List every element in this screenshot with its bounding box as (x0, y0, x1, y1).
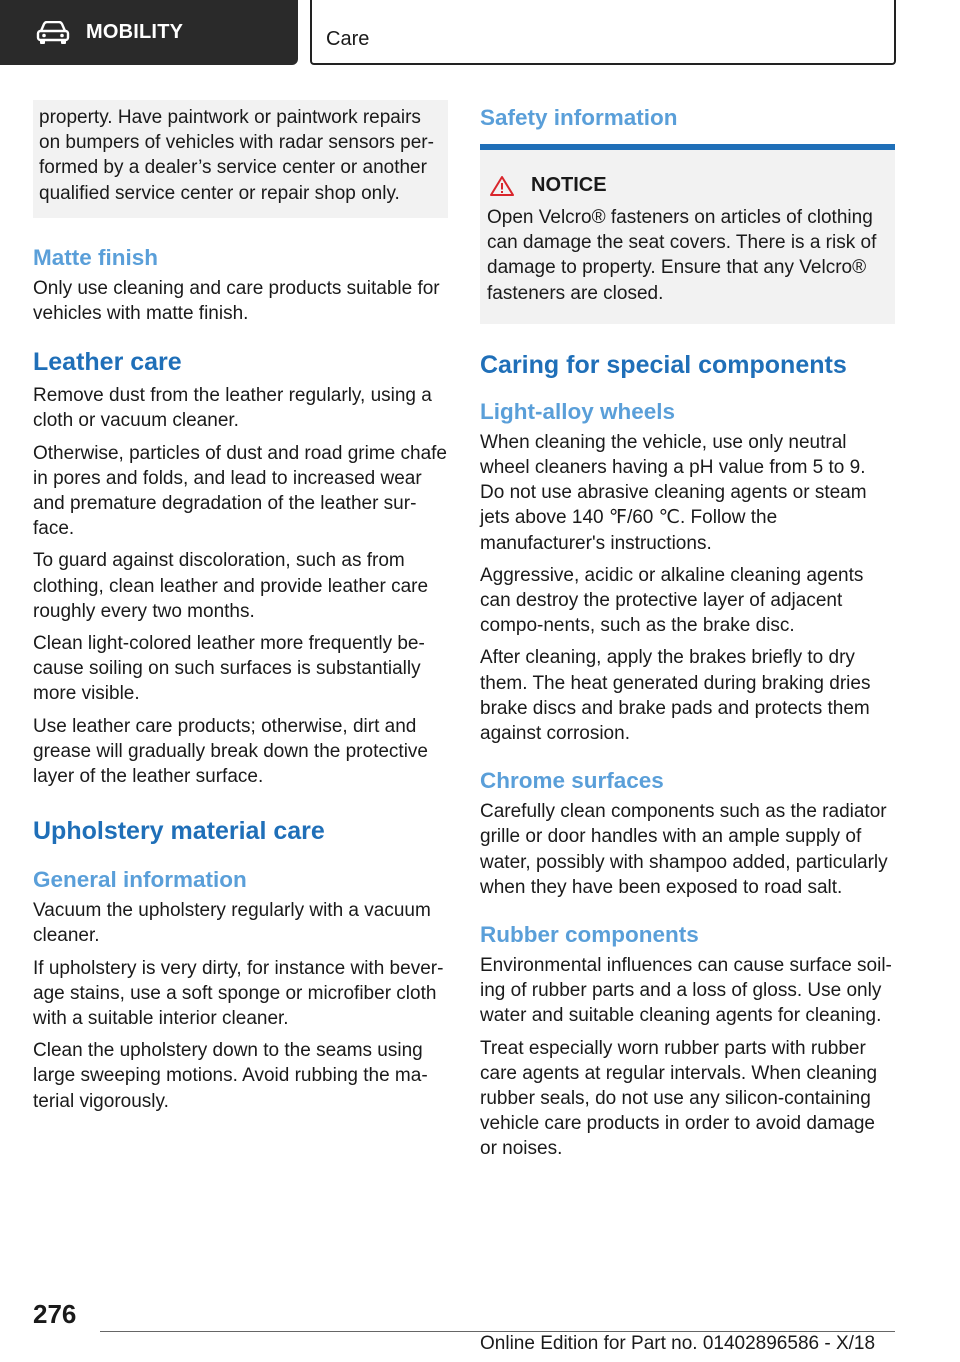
right-column (480, 100, 895, 1169)
upholstery-heading: Upholstery material care (33, 817, 325, 846)
leather-p5: Use leather care products; otherwise, dirt and grease will gradually break down the protective layer of the leather surface. (33, 715, 428, 788)
notice-label: NOTICE (531, 174, 607, 196)
notice-box (480, 150, 895, 324)
footer-rule (100, 1331, 895, 1332)
upholstery-p2: If upholstery is very dirty, for instance with bever-age stains, use a soft sponge or microfiber cloth with a suitable interior cleaner. (33, 957, 444, 1030)
matte-heading: Matte finish (33, 244, 159, 270)
chapter-header (310, 0, 896, 65)
rubber-p2: Treat especially worn rubber parts with rubber care agents at regular intervals. When cleaning rubber seals, do not use any silicon-containing vehicle care products in order to avoid damage or noises. (480, 1037, 878, 1160)
page-number: 276 (33, 1299, 77, 1329)
matte-text: Only use cleaning and care products suitable for vehicles with matte finish. (33, 277, 440, 325)
chapter-title: Care (326, 28, 370, 50)
notice-text: Open Velcro® fasteners on articles of clothing can damage the seat covers. There is a risk of damage to property. Ensure that any Velcro® fasteners are closed. (487, 207, 877, 304)
special-components-heading: Caring for special components (480, 350, 847, 379)
left-column (33, 100, 448, 1121)
safety-heading: Safety information (480, 105, 678, 130)
rubber-heading: Rubber components (480, 922, 699, 948)
wheels-p3: After cleaning, apply the brakes briefly to dry them. The heat generated during braking dries brake discs and brake pads and protects them against corrosion. (480, 647, 871, 745)
upholstery-p1: Vacuum the upholstery regularly with a vacuum cleaner. (33, 900, 431, 947)
intro-text: property. Have paintwork or paintwork repairs on bumpers of vehicles with radar sensors per-formed by a dealer’s service center or another qualified service center or repair shop only. (39, 107, 434, 204)
leather-p2: Otherwise, particles of dust and road grime chafe in pores and folds, and lead to increased wear and premature degradation of the leather sur-face. (33, 442, 447, 540)
leather-p3: To guard against discoloration, such as from clothing, clean leather and provide leather care roughly every two months. (33, 550, 429, 622)
chrome-heading: Chrome surfaces (480, 768, 664, 794)
edition-text: Online Edition for Part no. 01402896586 - X/18 (480, 1333, 876, 1354)
upholstery-p3: Clean the upholstery down to the seams using large sweeping motions. Avoid rubbing the ma-terial vigorously. (33, 1040, 428, 1112)
notice-header (487, 174, 887, 197)
warning-triangle-icon (489, 175, 515, 197)
general-info-heading: General information (33, 867, 247, 893)
chrome-p1: Carefully clean components such as the radiator grille or door handles with an ample supply of water, possibly with shampoo added, particularly when they have been exposed to road salt. (480, 801, 888, 898)
leather-heading: Leather care (33, 348, 182, 377)
wheels-p2: Aggressive, acidic or alkaline cleaning agents can destroy the protective layer of adjacent compo-nents, such as the brake disc. (480, 564, 864, 637)
section-label: MOBILITY (86, 21, 184, 43)
wheels-p1: When cleaning the vehicle, use only neutral wheel cleaners having a pH value from 5 to 9. Do not use abrasive cleaning agents or steam jets above 140 ℉/60 ℃. Follow the manufacturer's instructions. (480, 431, 867, 554)
rubber-p1: Environmental influences can cause surface soil-ing of rubber parts and a loss of gloss. Use only water and suitable cleaning agents for cleaning. (480, 955, 892, 1027)
leather-p1: Remove dust from the leather regularly, using a cloth or vacuum cleaner. (33, 385, 432, 432)
car-front-icon (36, 21, 70, 45)
intro-box (33, 100, 448, 218)
leather-p4: Clean light-colored leather more frequently be-cause soiling on such surfaces is substantially more visible. (33, 633, 425, 705)
wheels-heading: Light-alloy wheels (480, 398, 676, 424)
section-tab[interactable] (0, 0, 298, 65)
